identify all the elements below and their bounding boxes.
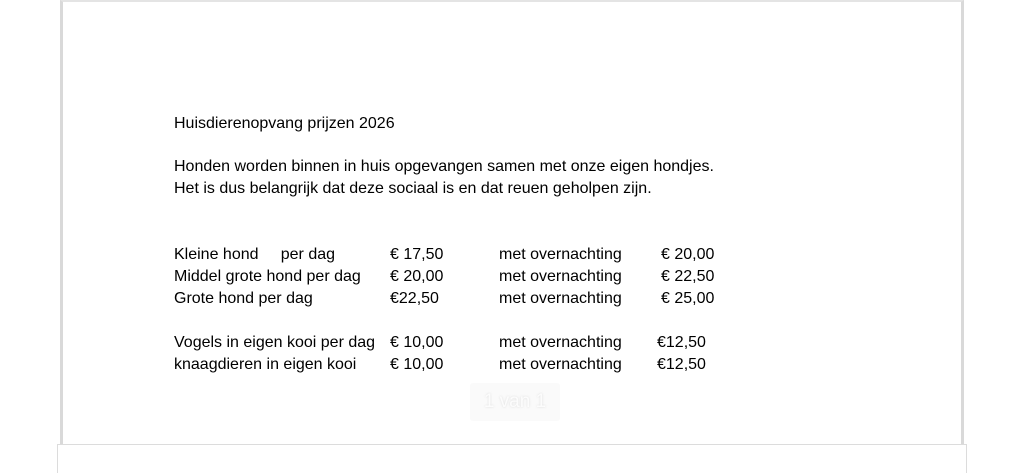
day-price: € 17,50 bbox=[390, 246, 444, 263]
document-title: Huisdierenopvang prijzen 2026 bbox=[174, 115, 395, 132]
overnight-label: met overnachting bbox=[499, 334, 622, 351]
overnight-price: € 20,00 bbox=[661, 246, 715, 263]
overnight-price: €12,50 bbox=[657, 334, 706, 351]
price-label: Vogels in eigen kooi per dag bbox=[174, 334, 376, 351]
overnight-label: met overnachting bbox=[499, 290, 622, 307]
overnight-label: met overnachting bbox=[499, 356, 622, 373]
price-label: Grote hond per dag bbox=[174, 290, 313, 307]
intro-paragraph bbox=[174, 156, 714, 200]
price-label: Middel grote hond per dag bbox=[174, 268, 361, 285]
next-page-edge bbox=[57, 444, 967, 473]
day-price: € 10,00 bbox=[390, 356, 444, 373]
day-price: €22,50 bbox=[390, 290, 439, 307]
intro-line: Honden worden binnen in huis opgevangen samen met onze eigen hondjes. bbox=[174, 158, 714, 175]
overnight-price: €12,50 bbox=[657, 356, 706, 373]
day-price: € 20,00 bbox=[390, 268, 444, 285]
day-price: € 10,00 bbox=[390, 334, 444, 351]
overnight-label: met overnachting bbox=[499, 268, 622, 285]
overnight-price: € 22,50 bbox=[661, 268, 715, 285]
overnight-price: € 25,00 bbox=[661, 290, 715, 307]
overnight-label: met overnachting bbox=[499, 246, 622, 263]
price-label: knaagdieren in eigen kooi bbox=[174, 356, 357, 373]
document-page bbox=[60, 0, 964, 444]
price-label: Kleine hond per dag bbox=[174, 246, 336, 263]
intro-line: Het is dus belangrijk dat deze sociaal is en dat reuen geholpen zijn. bbox=[174, 180, 652, 197]
page-indicator: 1 van 1 bbox=[470, 383, 560, 421]
